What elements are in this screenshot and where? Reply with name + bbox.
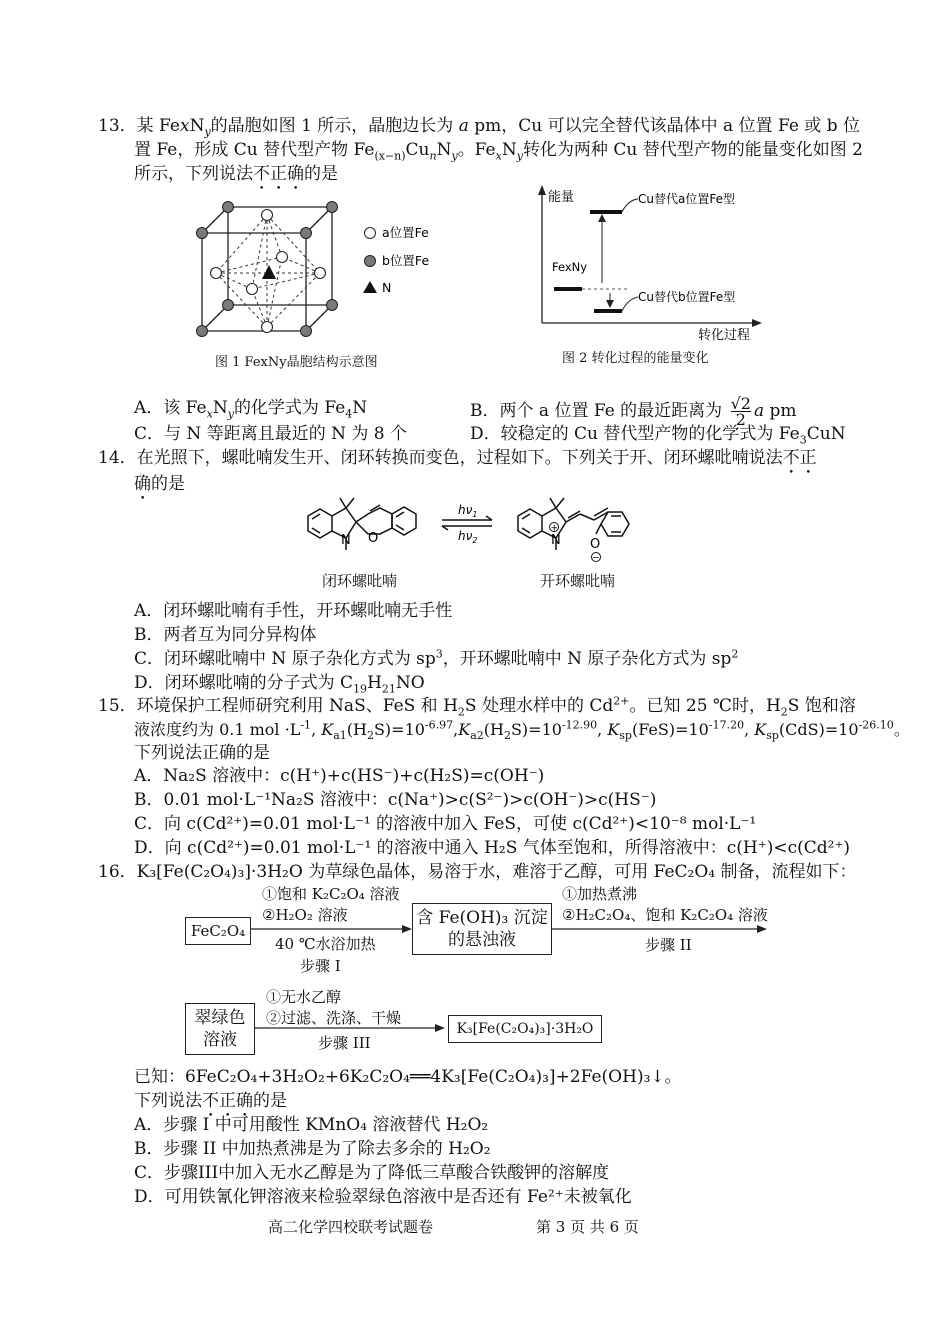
text: 含 Fe(OH)₃ 沉淀: [416, 908, 548, 928]
text: 向 c(Cd²⁺)=0.01 mol·L⁻¹ 的溶液中通入 H₂S 气体至饱和，所得溶液中：c(H⁺)<c(Cd²⁺): [164, 838, 851, 858]
text: S)=10: [373, 720, 425, 739]
option-label: C．: [134, 649, 165, 669]
q16-option-a[interactable]: [134, 1113, 488, 1137]
option-label: A．: [134, 766, 164, 786]
text: S)=10: [510, 720, 562, 739]
step1-label: 步骤 I: [300, 957, 341, 975]
text: hν: [458, 503, 473, 517]
x-axis-label: 转化过程: [698, 328, 751, 343]
q14-option-a[interactable]: [134, 599, 452, 623]
q13-line-2: 置 Fe，形成 Cu 替代型产物 $Fe_{(x-n)}Cu_nN_y$。$Fe_xN_y$转化为两种 Cu 替代型产物的能量变化如图 2: [134, 140, 863, 163]
option-label: A．: [134, 398, 164, 418]
option-label: D．: [470, 424, 501, 444]
box-product: K₃[Fe(C₂O₄)₃]·3H₂O: [448, 1015, 602, 1043]
q16-line-1: [98, 860, 857, 884]
step2-label: 步骤 II: [645, 936, 692, 954]
legend-marker-n: [363, 281, 377, 293]
text: 翠绿色: [194, 1008, 246, 1028]
fraction-denominator: 2: [735, 410, 746, 429]
footer-title: 高二化学四校联考试题卷: [268, 1218, 434, 1236]
q15-line-3: 下列说法正确的是: [134, 743, 270, 763]
question-number: 13．: [98, 116, 137, 136]
spiropyran-scheme: [296, 494, 676, 574]
text: 。已知 25 ℃时，H: [629, 696, 781, 716]
text: 步骤 I 中可用酸性 KMnO₄ 溶液替代 H₂O₂: [163, 1115, 489, 1135]
text: 某 Fe: [136, 116, 180, 136]
text: Cu: [405, 140, 430, 160]
text: 下列说法: [134, 1091, 202, 1111]
legend-marker-a: [365, 228, 376, 239]
text: (CdS)=10: [778, 720, 859, 739]
text: 0.01 mol·L⁻¹Na₂S 溶液中：c(Na⁺)>c(S²⁻)>c(OH⁻)>c(HS⁻): [163, 790, 657, 810]
step3-reagent-1: ①无水乙醇: [266, 988, 342, 1006]
text: 与 N 等距离且最近的 N 为 8 个: [164, 424, 408, 444]
question-number: 16．: [98, 862, 137, 882]
text: Na₂S 溶液中：c(H⁺)+c(HS⁻)+c(H₂S)=c(OH⁻): [163, 766, 545, 786]
text: 的悬浊液: [447, 930, 516, 950]
text: ,: [453, 720, 459, 739]
option-label: D．: [134, 673, 165, 693]
hv2-label: [458, 529, 477, 545]
text: 2: [472, 536, 478, 545]
text: S 饱和溶: [787, 696, 856, 716]
text: 环境保护工程师研究利用 Na: [136, 696, 355, 716]
fraction-numerator: √2: [730, 394, 751, 413]
text: S、FeS 和 H: [354, 696, 458, 716]
text: 可用铁氰化钾溶液来检验翠绿色溶液中是否还有 Fe²⁺未被氧化: [164, 1187, 632, 1207]
legend-marker-b: [365, 256, 376, 267]
text: -1: [300, 718, 312, 732]
figure-2-caption: 图 2 转化过程的能量变化: [562, 351, 709, 366]
question-number: 15．: [98, 696, 137, 716]
option-label: A．: [134, 601, 164, 621]
text: 的是: [253, 1091, 287, 1111]
text: 所示，下列说法: [134, 164, 253, 184]
text: 的晶胞如图 1 所示，晶胞边长为: [210, 116, 459, 136]
step2-reagent-1: ①加热煮沸: [562, 885, 638, 903]
option-label: C．: [134, 814, 165, 834]
text: a: [458, 116, 469, 136]
box-green-solution: [185, 1003, 255, 1055]
option-label: B．: [134, 625, 164, 645]
text: hν: [458, 529, 473, 543]
closed-form-caption: 闭环螺吡喃: [322, 572, 398, 590]
q13-option-a[interactable]: A．该 $Fe_xN_y$的化学式为 $Fe_4N$: [134, 398, 368, 421]
option-label: D．: [134, 1187, 165, 1207]
step1-reagent-2: ②H₂O₂ 溶液: [262, 906, 348, 924]
atom-n-closed: N: [341, 533, 351, 548]
step1-reagent-1: ①饱和 K₂C₂O₄ 溶液: [262, 885, 400, 903]
q14-line-2: [134, 472, 185, 504]
option-label: A．: [134, 1115, 164, 1135]
figure-1-caption: 图 1 FexNy晶胞结构示意图: [215, 355, 378, 370]
q15-option-b[interactable]: [134, 788, 656, 812]
q13-option-c[interactable]: [134, 422, 407, 446]
text: 闭环螺吡喃的分子式为 C: [164, 673, 354, 693]
text: 在光照下，螺吡喃发生开、闭环转换而变色，过程如下。下列关于开、闭环螺吡喃说法: [136, 448, 783, 468]
level-bottom-label: Cu替代b位置Fe型: [638, 290, 736, 304]
q16-option-d[interactable]: [134, 1185, 632, 1209]
text: 闭环螺吡喃中 N 原子杂化方式为 sp: [164, 649, 436, 669]
hv1-label: [458, 503, 477, 519]
text: -6.97: [424, 718, 454, 732]
legend-b: b位置Fe: [382, 253, 430, 268]
y-axis-label: 能量: [548, 190, 575, 205]
question-number: 14．: [98, 448, 137, 468]
text: -17.20: [708, 718, 745, 732]
open-form-caption: 开环螺吡喃: [540, 572, 616, 590]
option-label: C．: [134, 424, 165, 444]
q14-option-d[interactable]: D．闭环螺吡喃的分子式为 $C_{19}H_{21}NO$: [134, 673, 425, 696]
text: CuN: [806, 424, 846, 444]
q16-known-equation: 已知：6FeC₂O₄+3H₂O₂+6K₂C₂O₄══4K₃[Fe(C₂O₄)₃]+2Fe(OH)₃↓。: [134, 1067, 682, 1087]
text: 两个 a 位置 Fe 的最近距离为: [499, 401, 723, 421]
atom-n-open: N: [551, 533, 561, 548]
text: 。: [893, 720, 910, 739]
q16-option-c[interactable]: [134, 1161, 609, 1185]
option-label: C．: [134, 1163, 165, 1183]
q15-line-2: 液浓度约为 0.1 mol $\cdot L^{-1}$, $K_{a1}(H_2S)=10^{-6.97},K_{a2}(H_2S)=10^{-12.90}$, $K_{sp}(FeS)=10^{-17.20}$, $K_{sp}(CdS)=10^{-26.10}$。: [134, 718, 910, 743]
option-label: D．: [134, 838, 165, 858]
q15-option-c[interactable]: [134, 812, 756, 836]
q14-line-1: [98, 446, 817, 478]
text: 闭环螺吡喃有手性，开环螺吡喃无手性: [163, 601, 453, 621]
text: 的是: [304, 164, 338, 184]
text: 向 c(Cd²⁺)=0.01 mol·L⁻¹ 的溶液中加入 FeS，可使 c(Cd²⁺)<10⁻⁸ mol·L⁻¹: [164, 814, 757, 834]
plus-charge: +: [550, 523, 559, 534]
step1-condition: 40 ℃水浴加热: [275, 935, 376, 953]
text: ，开环螺吡喃中 N 原子杂化方式为 sp: [442, 649, 732, 669]
q16-option-b[interactable]: [134, 1137, 491, 1161]
footer-page-number: 第 3 页 共 6 页: [536, 1218, 639, 1236]
figure-1-crystal-cell: [180, 195, 480, 355]
q13-option-d[interactable]: D．较稳定的 Cu 替代型产物的化学式为 $Fe_3CuN$: [470, 424, 846, 447]
step3-label: 步骤 III: [318, 1034, 371, 1052]
text: NO: [395, 673, 425, 693]
box-fe-oh-3-suspension: [412, 903, 552, 955]
step3-reagent-2: ②过滤、洗涤、干燥: [266, 1009, 402, 1027]
option-label: B．: [134, 1139, 164, 1159]
text: pm，Cu 可以完全替代该晶体中 a 位置 Fe 或 b 位: [474, 116, 860, 136]
text: 。Fe: [457, 140, 496, 160]
level-mid-label: FexNy: [552, 260, 588, 274]
text: 溶液: [203, 1030, 237, 1050]
text: 较稳定的 Cu 替代型产物的化学式为 Fe: [500, 424, 800, 444]
q13-option-b[interactable]: B．两个 a 位置 Fe 的最近距离为 $\frac{√2}{2}$ a pm: [470, 394, 797, 429]
text: (H: [483, 720, 504, 739]
text: (FeS)=10: [631, 720, 709, 739]
box-fec2o4: FeC₂O₄: [185, 917, 251, 945]
text: (x−n): [374, 149, 406, 163]
text: -12.90: [561, 718, 598, 732]
atom-o-closed: O: [368, 531, 379, 546]
legend-a: a位置Fe: [382, 225, 429, 240]
text: S 处理水样中的 Cd: [464, 696, 614, 716]
text: 1: [472, 510, 478, 519]
option-label: B．: [134, 790, 164, 810]
text: (H: [346, 720, 367, 739]
text: -26.10: [858, 718, 894, 732]
q15-line-1: 15．环境保护工程师研究利用 NaS、FeS 和 $H_2S$ 处理水样中的 $Cd^{2+}$。已知 25 ℃时，$H_2S$ 饱和溶: [98, 694, 856, 719]
emphasis-text: 不正: [782, 448, 817, 468]
step2-reagent-2: ②H₂C₂O₄、饱和 K₂C₂O₄ 溶液: [562, 906, 768, 924]
q15-option-a[interactable]: [134, 764, 544, 788]
level-top-label: Cu替代a位置Fe型: [638, 192, 735, 206]
text: 置 Fe，形成 Cu 替代型产物 Fe: [134, 140, 375, 160]
option-label: B．: [470, 401, 500, 421]
text: 该 Fe: [163, 398, 207, 418]
step2-arrow: [552, 922, 767, 936]
text: ,: [597, 720, 608, 739]
emphasis-text: 不正确: [202, 1091, 253, 1111]
q14-option-b[interactable]: [134, 623, 317, 647]
emphasis-text: 不正确: [253, 164, 304, 184]
text: 的是: [151, 474, 185, 494]
q13-line-1: 13．某 FexN$_y$的晶胞如图 1 所示，晶胞边长为 a pm，Cu 可以完全替代该晶体中 a 位置 Fe 或 b 位: [98, 116, 860, 139]
text: 液浓度约为 0.1 mol ·L: [134, 720, 301, 739]
legend-n: N: [382, 280, 392, 295]
text: 两者互为同分异构体: [163, 625, 317, 645]
q13-line-3: [134, 162, 338, 194]
text: N: [352, 398, 368, 418]
q14-option-c[interactable]: C．闭环螺吡喃中 N 原子杂化方式为 $sp^3$，开环螺吡喃中 N 原子杂化方式为 $sp^2$: [134, 647, 739, 669]
text: K₃[Fe(C₂O₄)₃]·3H₂O 为草绿色晶体，易溶于水，难溶于乙醇，可用 FeC₂O₄ 制备，流程如下：: [136, 862, 857, 882]
text: pm: [769, 401, 797, 421]
text: ,: [744, 720, 755, 739]
atom-o-open: O: [590, 537, 601, 552]
text: 的化学式为 Fe: [233, 398, 346, 418]
text: 步骤III中加入无水乙醇是为了降低三草酸合铁酸钾的溶解度: [164, 1163, 610, 1183]
text: 步骤 II 中加热煮沸是为了除去多余的 H₂O₂: [163, 1139, 491, 1159]
emphasis-text: 确: [134, 474, 151, 494]
minus-charge: −: [592, 553, 600, 564]
q15-option-d[interactable]: [134, 836, 850, 860]
text: 转化为两种 Cu 替代型产物的能量变化如图 2: [522, 140, 863, 160]
figure-2-energy-diagram: [530, 185, 780, 347]
